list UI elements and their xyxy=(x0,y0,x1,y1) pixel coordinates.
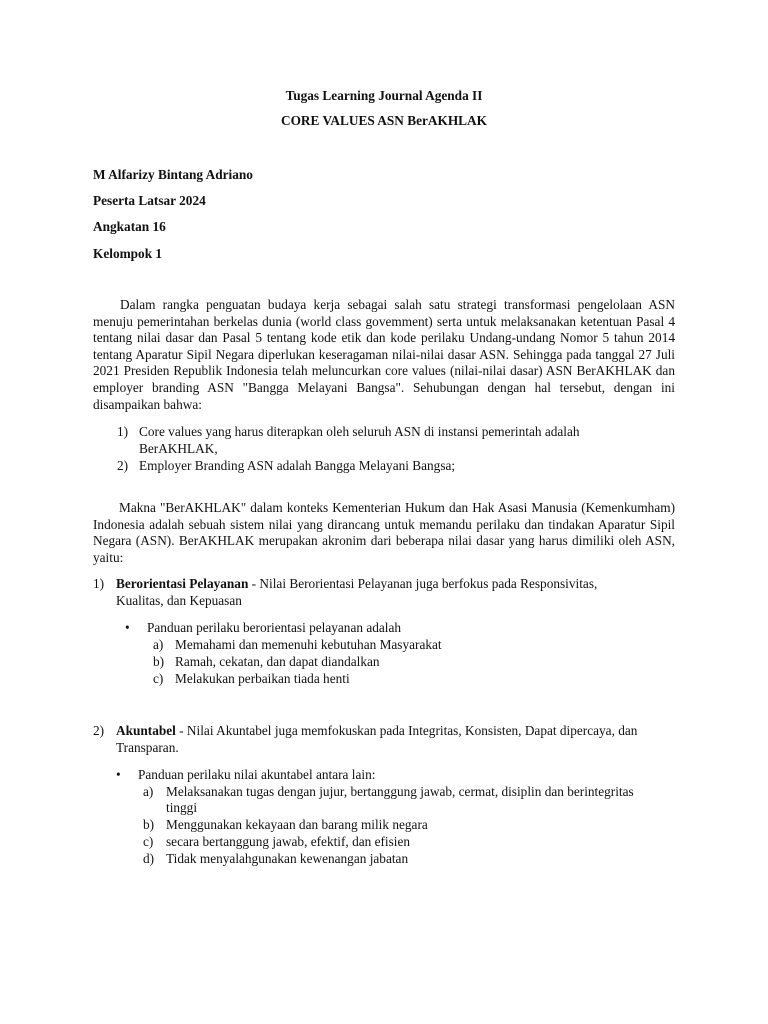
sub-item-text: Memahami dan memenuhi kebutuhan Masyarakat xyxy=(175,637,442,652)
sub-item-text: Tidak menyalahgunakan kewenangan jabatan xyxy=(166,851,409,866)
participant-line: Peserta Latsar 2024 xyxy=(93,193,206,208)
sub-item-text: Menggunakan kekayaan dan barang milik negara xyxy=(166,817,428,832)
sub-item-letter: d) xyxy=(143,851,155,866)
sub-item-text: secara bertanggung jawab, efektif, dan efisien xyxy=(166,834,411,849)
sub-item-text: Melaksanakan tugas dengan jujur, bertanggung jawab, cermat, disiplin dan berintegritas xyxy=(166,784,634,799)
bullet-icon: • xyxy=(125,620,130,635)
intro-paragraph-block xyxy=(93,297,675,413)
value-description xyxy=(116,576,597,593)
value-description-text: - Nilai Akuntabel juga memfokuskan pada Integritas, Konsisten, Dapat dipercaya, dan xyxy=(175,723,638,738)
batch-line: Angkatan 16 xyxy=(93,219,166,234)
sub-item-letter: b) xyxy=(143,817,155,832)
sub-item-text: Melakukan perbaikan tiada henti xyxy=(175,671,350,686)
list-number: 2) xyxy=(117,458,129,473)
sub-item-letter: c) xyxy=(143,834,154,849)
document-title: Tugas Learning Journal Agenda II xyxy=(285,88,483,103)
intro-paragraph: Dalam rangka penguatan budaya kerja sebagai salah satu strategi transformasi pengelolaan ASN menuju pemerintahan berkelas dunia (world class govemment) serta untuk melaksanakan ketentuan Pasal 4 tentang nilai dasar dan Pasal 5 tentang kode etik dan kode perilaku Undang-undang Nomor 5 tahun 2014 tentang Aparatur Sipil Negara diperlukan keseragaman nilai-nilai dasar ASN. Sehingga pada tanggal 27 Juli 2021 Presiden Republik Indonesia telah meluncurkan core values (nilai-nilai dasar) ASN BerAKHLAK dan employer branding ASN "Bangga Melayani Bangsa". Sehubungan dengan hal tersebut, dengan ini disampaikan bahwa: xyxy=(93,297,675,412)
sub-item-text: Ramah, cekatan, dan dapat diandalkan xyxy=(175,654,380,669)
value-number: 1) xyxy=(93,576,105,591)
value-number: 2) xyxy=(93,723,105,738)
value-term: Berorientasi Pelayanan xyxy=(116,576,249,591)
value-description-text: - Nilai Berorientasi Pelayanan juga berfokus pada Responsivitas, xyxy=(248,576,598,591)
list-text-continued: BerAKHLAK, xyxy=(139,440,218,456)
value-description-continued: Transparan. xyxy=(116,740,179,755)
value-description xyxy=(116,723,637,740)
list-number: 1) xyxy=(117,424,129,439)
value-description-continued: Kualitas, dan Kepuasan xyxy=(116,593,242,608)
value-term: Akuntabel xyxy=(116,723,176,738)
document-subtitle: CORE VALUES ASN BerAKHLAK xyxy=(280,113,488,128)
bullet-icon: • xyxy=(116,767,121,782)
sub-item-letter: a) xyxy=(153,637,164,652)
author-name: M Alfarizy Bintang Adriano xyxy=(93,167,253,182)
sub-item-letter: a) xyxy=(143,784,154,799)
sub-item-text-continued: tinggi xyxy=(166,800,198,815)
sub-item-letter: c) xyxy=(153,671,164,686)
guide-text: Panduan perilaku berorientasi pelayanan adalah xyxy=(147,620,402,635)
list-text: Core values yang harus diterapkan oleh seluruh ASN di instansi pemerintah adalah xyxy=(139,424,580,439)
group-line: Kelompok 1 xyxy=(93,246,163,261)
meaning-paragraph: Makna "BerAKHLAK" dalam konteks Kementerian Hukum dan Hak Asasi Manusia (Kemenkumham) Indonesia adalah sebuah sistem nilai yang dirancang untuk memandu perilaku dan tindakan Aparatur Sipil Negara (ASN). BerAKHLAK merupakan akronim dari beberapa nilai dasar yang harus dimiliki oleh ASN, yaitu: xyxy=(93,500,675,565)
guide-text: Panduan perilaku nilai akuntabel antara lain: xyxy=(138,767,376,782)
sub-item-letter: b) xyxy=(153,654,165,669)
meaning-paragraph-block xyxy=(93,500,675,566)
list-text: Employer Branding ASN adalah Bangga Melayani Bangsa; xyxy=(139,458,456,473)
